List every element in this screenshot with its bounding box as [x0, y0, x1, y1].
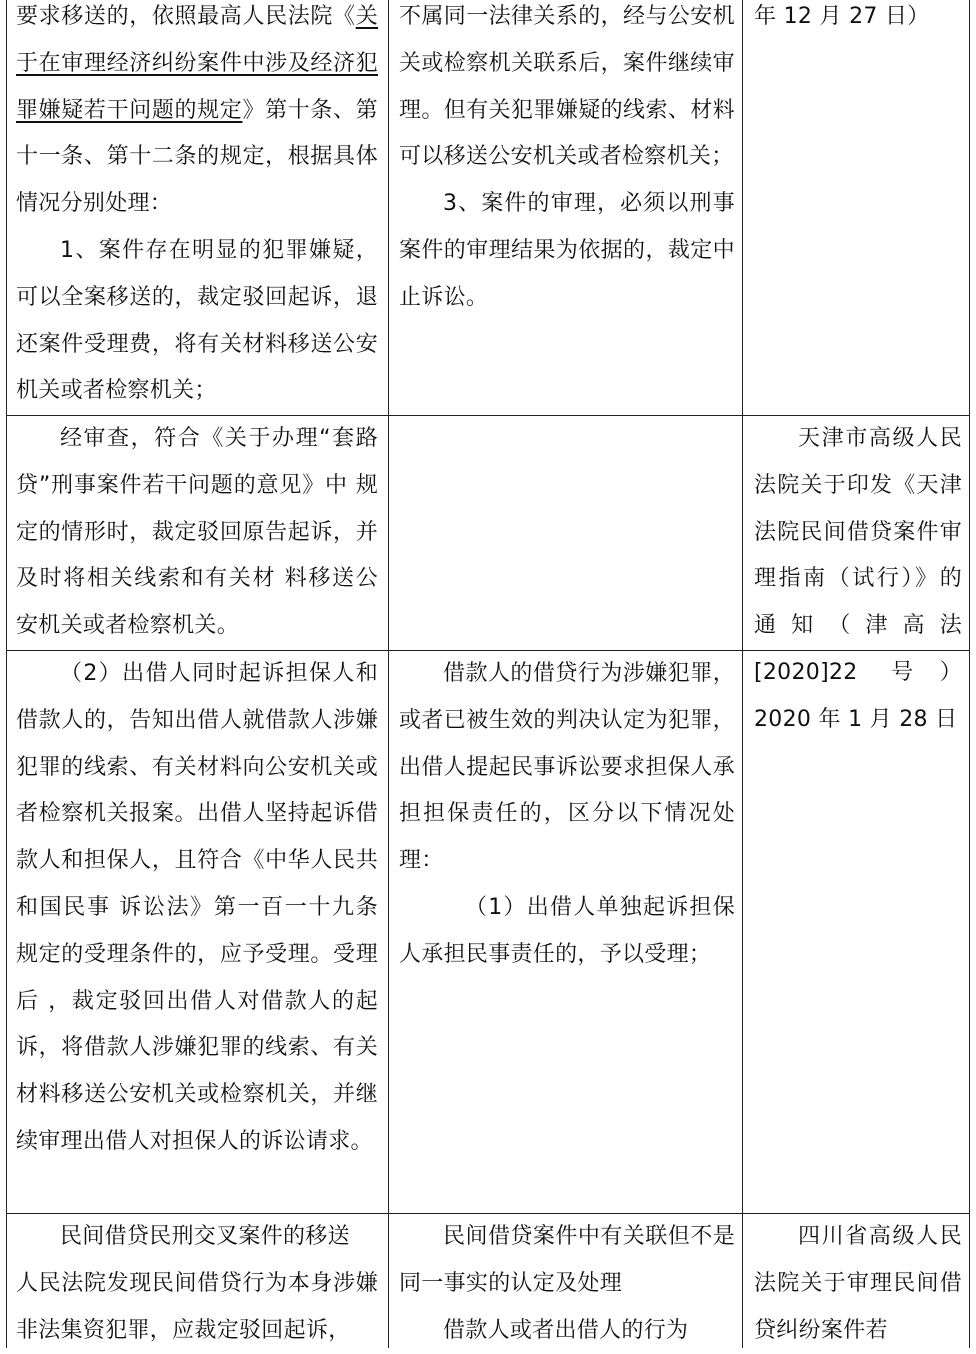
row4-col3-cell — [754, 1214, 962, 1354]
row2-col3-cell — [754, 416, 962, 744]
row1-col1-tail: 》第十条、第十一条、第十二条的规定，根据具体情况分别处理： — [16, 97, 378, 217]
table-border-right — [969, 0, 970, 1348]
row1-col2-paragraph-2: 3、案件的审理，必须以刑事案件的审理结果为依据的，裁定中止诉讼。 — [399, 191, 735, 310]
row1-col2-paragraph-1: 不属同一法律关系的，经与公安机关或检察机关联系后，案件继续审理。但有关犯罪嫌疑的线索、材料可以移送公安机关或者检察机关； — [399, 4, 735, 170]
row3-col2-paragraph-2: （1）出借人单独起诉担保人承担民事责任的，予以受理； — [399, 894, 735, 967]
row4-col1-heading: 民间借贷民刑交叉案件的移送 — [60, 1224, 350, 1249]
row3-col1-paragraph: （2）出借人同时起诉担保人和借款人的，告知出借人就借款人涉嫌犯罪的线索、有关材料向公安机关或者检察机关报案。出借人坚持起诉借款人和担保人，且符合《中华人民共和国民事 诉讼法》第一百一十九条规定的受理条件的，应予受理。受理后 ，裁定驳回出借人对借款人的起诉，将借款人涉嫌犯罪的线索、有关材料移送公安机关或检察机关，并继续审理出借人对担保人的诉讼请求。 — [16, 661, 378, 1154]
column-divider-1 — [388, 0, 389, 1348]
row3-col2-cell — [399, 651, 735, 979]
regulation-title-link: 关于在审理经济纠纷案件中涉及经济犯罪嫌疑若干问题的规定 — [16, 4, 378, 123]
row2-col3-source: 天津市高级人民法院关于印发《天津法院民间借贷案件审理指南（试行）》的通知（津高法[2020]22 号） 2020 年 1 月 28 日 — [754, 426, 962, 732]
row4-col2-paragraph: 借款人或者出借人的行为 — [443, 1317, 689, 1343]
row4-col2-heading: 民间借贷案件中有关联但不是同一事实的认定及处理 — [399, 1224, 735, 1296]
row1-col1-item: 1、案件存在明显的犯罪嫌疑，可以全案移送的，裁定驳回起诉，退还案件受理费，将有关材料移送公安机关或者检察机关； — [16, 237, 378, 404]
row1-col1-lead: 要求移送的，依照最高人民法院《 — [16, 4, 356, 29]
row4-col1-paragraph: 人民法院发现民间借贷行为本身涉嫌非法集资犯罪，应裁定驳回起诉， — [16, 1270, 378, 1343]
row4-col1-cell — [16, 1214, 378, 1354]
row1-col1-paragraph — [16, 0, 378, 228]
row2-col1-cell — [16, 416, 378, 650]
row3-col2-paragraph-1: 借款人的借贷行为涉嫌犯罪，或者已被生效的判决认定为犯罪，出借人提起民事诉讼要求担保人承担担保责任的，区分以下情况处理： — [399, 661, 735, 874]
row4-col3-source: 四川省高级人民法院关于审理民间借贷纠纷案件若 — [754, 1224, 962, 1343]
row1-col2-cell — [399, 0, 735, 322]
row1-col1-cell — [16, 0, 378, 415]
table-border-left — [6, 0, 7, 1348]
column-divider-2 — [742, 0, 743, 1348]
row2-col1-paragraph: 经审查，符合《关于办理“套路贷”刑事案件若干问题的意见》中 规定的情形时，裁定驳回原告起诉，并及时将相关线索和有关材 料移送公安机关或者检察机关。 — [16, 426, 378, 639]
row3-col1-cell — [16, 651, 378, 1166]
row4-col2-cell — [399, 1214, 735, 1354]
row1-col3-cell — [754, 0, 962, 41]
row1-col3-date: 年 12 月 27 日） — [754, 4, 930, 29]
